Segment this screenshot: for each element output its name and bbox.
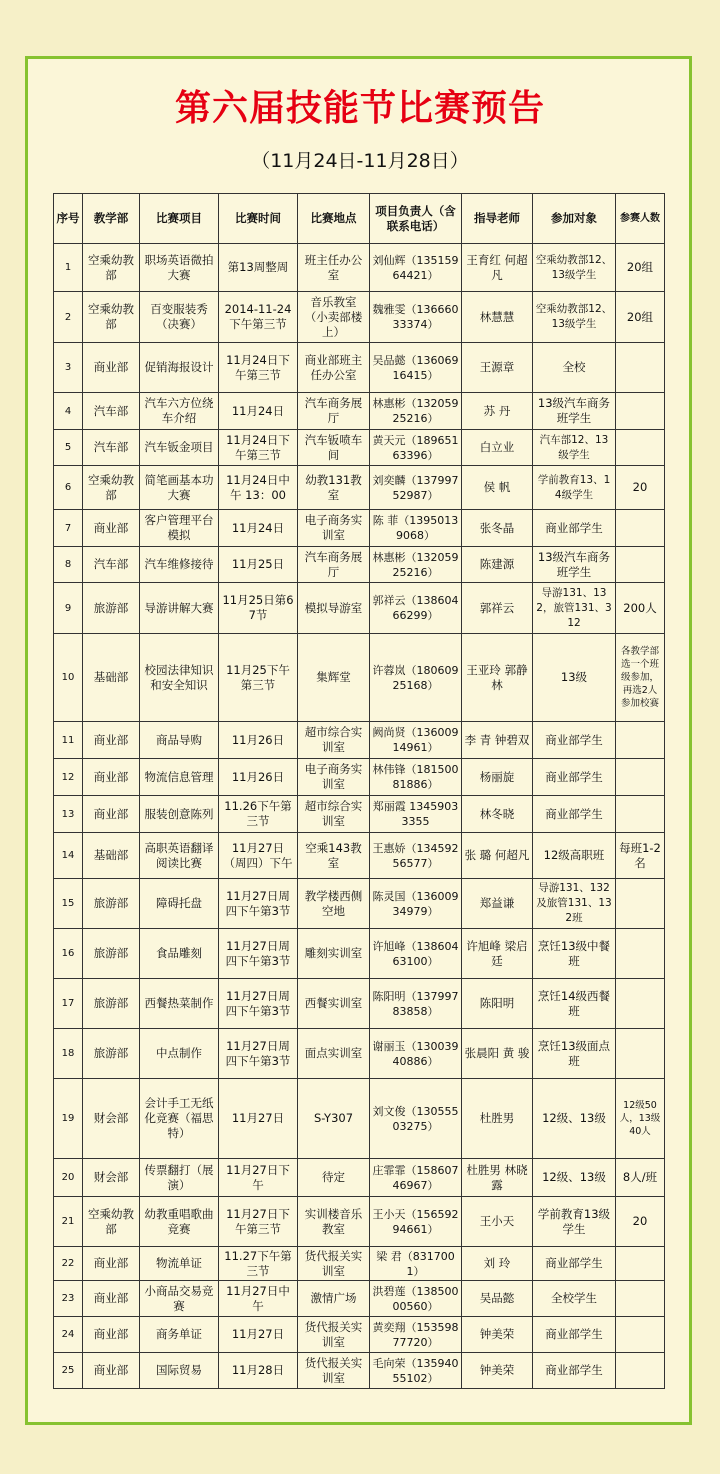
table-cell: 商业部 [83, 510, 140, 547]
table-row [54, 343, 665, 393]
table-cell: 15 [54, 879, 83, 929]
table-row [54, 833, 665, 879]
table-cell: 中点制作 [140, 1029, 219, 1079]
table-row [54, 430, 665, 466]
table-cell: 集辉堂 [298, 634, 370, 722]
table-cell: 郑益谦 [462, 879, 533, 929]
table-cell: 货代报关实训室 [298, 1353, 370, 1389]
table-row [54, 510, 665, 547]
table-cell: 西餐热菜制作 [140, 979, 219, 1029]
table-cell: 200人 [616, 583, 665, 634]
table-cell: 11月26日 [219, 759, 298, 796]
table-cell: 17 [54, 979, 83, 1029]
table-cell: 11.26下午第三节 [219, 796, 298, 833]
table-cell: 商业部 [83, 722, 140, 759]
table-cell: 张冬晶 [462, 510, 533, 547]
table-cell: 苏 丹 [462, 393, 533, 430]
table-cell: 王育红 何超凡 [462, 244, 533, 292]
table-cell: 12级高职班 [533, 833, 616, 879]
table-cell: 11月28日 [219, 1353, 298, 1389]
table-row [54, 722, 665, 759]
table-row [54, 1197, 665, 1247]
table-cell: 激情广场 [298, 1281, 370, 1317]
table-row [54, 292, 665, 343]
table-cell: 林慧慧 [462, 292, 533, 343]
table-cell: 促销海报设计 [140, 343, 219, 393]
column-header: 比赛项目 [140, 194, 219, 244]
table-cell: 11月25日 [219, 547, 298, 583]
table-cell: 20 [616, 1197, 665, 1247]
table-cell: 19 [54, 1079, 83, 1159]
table-cell: 22 [54, 1247, 83, 1281]
table-cell: 11月25日第6 7节 [219, 583, 298, 634]
table-cell: 郑丽霞 13459033355 [370, 796, 462, 833]
table-cell: 庄霏霏（15860746967） [370, 1159, 462, 1197]
table-cell: 商业部学生 [533, 510, 616, 547]
table-cell: 服装创意陈列 [140, 796, 219, 833]
table-cell: 2 [54, 292, 83, 343]
table-cell: 郭祥云 [462, 583, 533, 634]
table-cell: 幼教131教室 [298, 466, 370, 510]
table-cell: 音乐教室（小卖部楼上） [298, 292, 370, 343]
table-cell: 商业部 [83, 1317, 140, 1353]
table-cell: 2014-11-24 下午第三节 [219, 292, 298, 343]
table-cell [616, 510, 665, 547]
table-cell: 20 [616, 466, 665, 510]
table-row [54, 1281, 665, 1317]
table-cell [616, 1029, 665, 1079]
table-cell [616, 393, 665, 430]
table-cell [616, 929, 665, 979]
column-header: 指导老师 [462, 194, 533, 244]
table-cell: 汽车商务展厅 [298, 393, 370, 430]
table-cell: 汽车部 [83, 393, 140, 430]
column-header: 比赛时间 [219, 194, 298, 244]
table-cell: 白立业 [462, 430, 533, 466]
table-cell: 旅游部 [83, 879, 140, 929]
table-row [54, 979, 665, 1029]
schedule-table [53, 193, 665, 1389]
table-cell: 学前教育13、14级学生 [533, 466, 616, 510]
table-cell: 阙尚贤（13600914961） [370, 722, 462, 759]
table-cell: 雕刻实训室 [298, 929, 370, 979]
table-cell: 旅游部 [83, 979, 140, 1029]
table-cell [616, 1353, 665, 1389]
table-cell: 教学楼西侧空地 [298, 879, 370, 929]
table-cell: 11 [54, 722, 83, 759]
table-cell: 5 [54, 430, 83, 466]
table-row [54, 1317, 665, 1353]
table-cell: 汽车部 [83, 430, 140, 466]
table-cell: 货代报关实训室 [298, 1247, 370, 1281]
table-cell: 林惠彬（13205925216） [370, 547, 462, 583]
table-cell: 各教学部选一个班级参加，再选2人参加校赛 [616, 634, 665, 722]
table-cell: 梁 君（8317001） [370, 1247, 462, 1281]
table-cell: 25 [54, 1353, 83, 1389]
table-cell: 商业部 [83, 1353, 140, 1389]
table-cell: 商业部 [83, 796, 140, 833]
table-row [54, 244, 665, 292]
table-cell: 20 [54, 1159, 83, 1197]
table-cell: 11月24日下午第三节 [219, 343, 298, 393]
table-cell: 黄天元（18965163396） [370, 430, 462, 466]
table-cell: 11月27日下午 [219, 1159, 298, 1197]
table-cell: 障碍托盘 [140, 879, 219, 929]
table-cell: 模拟导游室 [298, 583, 370, 634]
table-cell: S-Y307 [298, 1079, 370, 1159]
table-cell: 商品导购 [140, 722, 219, 759]
table-cell: 货代报关实训室 [298, 1317, 370, 1353]
table-cell: 旅游部 [83, 1029, 140, 1079]
table-cell: 11月26日 [219, 722, 298, 759]
table-cell: 商业部 [83, 343, 140, 393]
table-cell: 11月24日下午第三节 [219, 430, 298, 466]
table-cell: 商业部 [83, 759, 140, 796]
table-cell: 百变服装秀（决赛） [140, 292, 219, 343]
table-cell [616, 722, 665, 759]
table-cell: 传票翻打（展演） [140, 1159, 219, 1197]
table-cell: 张晨阳 黄 骏 [462, 1029, 533, 1079]
table-cell: 王亚玲 郭静林 [462, 634, 533, 722]
table-cell: 超市综合实训室 [298, 722, 370, 759]
table-cell: 幼教重唱歌曲竞赛 [140, 1197, 219, 1247]
table-cell: 电子商务实训室 [298, 510, 370, 547]
table-row [54, 393, 665, 430]
table-cell: 李 青 钟碧双 [462, 722, 533, 759]
table-cell: 钟美荣 [462, 1353, 533, 1389]
table-cell: 小商品交易竞赛 [140, 1281, 219, 1317]
table-cell: 商业部 [83, 1281, 140, 1317]
table-cell: 电子商务实训室 [298, 759, 370, 796]
table-cell: 9 [54, 583, 83, 634]
table-cell: 简笔画基本功大赛 [140, 466, 219, 510]
table-cell [616, 1247, 665, 1281]
table-cell: 全校 [533, 343, 616, 393]
table-cell: 空乘幼教部12、13级学生 [533, 292, 616, 343]
table-cell: 11月27日下午第三节 [219, 1197, 298, 1247]
table-cell: 11月27日 [219, 1317, 298, 1353]
table-cell: 陈阳明 [462, 979, 533, 1029]
table-cell: 会计手工无纸化竞赛（福思特） [140, 1079, 219, 1159]
column-header: 参加对象 [533, 194, 616, 244]
table-cell: 财会部 [83, 1159, 140, 1197]
table-cell: 11月27日周四下午第3节 [219, 879, 298, 929]
table-cell: 汽车六方位绕车介绍 [140, 393, 219, 430]
table-cell: 商业部班主任办公室 [298, 343, 370, 393]
column-header: 项目负责人（含联系电话） [370, 194, 462, 244]
table-cell [616, 796, 665, 833]
table-cell: 12级、13级 [533, 1079, 616, 1159]
table-cell: 郭祥云（13860466299） [370, 583, 462, 634]
table-cell: 1 [54, 244, 83, 292]
table-cell: 24 [54, 1317, 83, 1353]
table-cell: 张 璐 何超凡 [462, 833, 533, 879]
table-cell: 空乘143教室 [298, 833, 370, 879]
table-cell: 林惠彬（13205925216） [370, 393, 462, 430]
table-cell: 校园法律知识和安全知识 [140, 634, 219, 722]
table-cell: 高职英语翻译阅读比赛 [140, 833, 219, 879]
table-cell [616, 759, 665, 796]
table-cell: 旅游部 [83, 929, 140, 979]
table-cell: 基础部 [83, 634, 140, 722]
table-cell: 西餐实训室 [298, 979, 370, 1029]
table-cell: 侯 帆 [462, 466, 533, 510]
table-cell: 空乘幼教部 [83, 1197, 140, 1247]
table-cell: 导游讲解大赛 [140, 583, 219, 634]
table-cell: 黄奕翔（15359877720） [370, 1317, 462, 1353]
table-cell: 6 [54, 466, 83, 510]
table-cell: 陈建源 [462, 547, 533, 583]
table-cell: 11月24日 [219, 510, 298, 547]
table-cell: 王惠娇（13459256577） [370, 833, 462, 879]
table-row [54, 759, 665, 796]
table-cell: 第13周整周 [219, 244, 298, 292]
table-cell: 旅游部 [83, 583, 140, 634]
table-cell: 12级、13级 [533, 1159, 616, 1197]
table-cell: 14 [54, 833, 83, 879]
table-cell: 18 [54, 1029, 83, 1079]
table-cell [616, 547, 665, 583]
table-cell: 食品雕刻 [140, 929, 219, 979]
table-row [54, 796, 665, 833]
table-cell: 8人/班 [616, 1159, 665, 1197]
table-cell: 空乘幼教部12、13级学生 [533, 244, 616, 292]
table-cell: 林伟锋（18150081886） [370, 759, 462, 796]
table-cell: 钟美荣 [462, 1317, 533, 1353]
table-row [54, 583, 665, 634]
table-cell: 许蓉岚（18060925168） [370, 634, 462, 722]
table-cell: 11月27日 [219, 1079, 298, 1159]
table-cell: 20组 [616, 292, 665, 343]
table-cell [616, 1281, 665, 1317]
table-cell: 吴品懿 [462, 1281, 533, 1317]
page-title: 第六届技能节比赛预告 [174, 87, 545, 129]
table-cell: 商业部学生 [533, 722, 616, 759]
table-row [54, 547, 665, 583]
table-cell: 王小天（15659294661） [370, 1197, 462, 1247]
table-row [54, 1159, 665, 1197]
table-row [54, 879, 665, 929]
table-cell: 每班1-2名 [616, 833, 665, 879]
table-cell: 魏雅雯（13666033374） [370, 292, 462, 343]
table-cell: 林冬晓 [462, 796, 533, 833]
table-cell: 空乘幼教部 [83, 466, 140, 510]
table-cell: 7 [54, 510, 83, 547]
table-cell: 12级50人，13级40人 [616, 1079, 665, 1159]
table-cell: 12 [54, 759, 83, 796]
table-cell: 16 [54, 929, 83, 979]
table-cell: 汽车钣喷车间 [298, 430, 370, 466]
table-cell [616, 1317, 665, 1353]
table-cell: 21 [54, 1197, 83, 1247]
table-cell: 刘文俊（13055503275） [370, 1079, 462, 1159]
table-cell: 超市综合实训室 [298, 796, 370, 833]
table-cell: 吴品懿（13606916415） [370, 343, 462, 393]
table-cell: 杨丽旋 [462, 759, 533, 796]
table-cell: 8 [54, 547, 83, 583]
table-cell: 财会部 [83, 1079, 140, 1159]
table-cell: 商业部 [83, 1247, 140, 1281]
table-cell: 商务单证 [140, 1317, 219, 1353]
column-header: 序号 [54, 194, 83, 244]
table-cell: 国际贸易 [140, 1353, 219, 1389]
table-row [54, 1353, 665, 1389]
table-cell [616, 879, 665, 929]
table-cell: 23 [54, 1281, 83, 1317]
table-cell [616, 430, 665, 466]
table-cell [616, 979, 665, 1029]
table-cell: 11月27日周四下午第3节 [219, 1029, 298, 1079]
table-cell: 杜胜男 [462, 1079, 533, 1159]
table-cell: 客户管理平台模拟 [140, 510, 219, 547]
table-cell: 汽车维修接待 [140, 547, 219, 583]
table-cell: 王小天 [462, 1197, 533, 1247]
table-cell: 面点实训室 [298, 1029, 370, 1079]
column-header: 参赛人数 [616, 194, 665, 244]
table-cell: 许旭峰（13860463100） [370, 929, 462, 979]
table-cell: 杜胜男 林晓露 [462, 1159, 533, 1197]
table-cell: 商业部学生 [533, 1247, 616, 1281]
table-cell: 学前教育13级学生 [533, 1197, 616, 1247]
table-cell: 汽车钣金项目 [140, 430, 219, 466]
table-cell: 烹饪13级面点班 [533, 1029, 616, 1079]
table-row [54, 1079, 665, 1159]
table-cell: 王源章 [462, 343, 533, 393]
table-cell: 汽车部 [83, 547, 140, 583]
table-row [54, 1247, 665, 1281]
table-cell: 11月24日 [219, 393, 298, 430]
table-cell: 实训楼音乐教室 [298, 1197, 370, 1247]
table-cell: 全校学生 [533, 1281, 616, 1317]
table-cell: 10 [54, 634, 83, 722]
table-cell: 11月24日中午 13：00 [219, 466, 298, 510]
table-cell: 待定 [298, 1159, 370, 1197]
table-cell: 商业部学生 [533, 796, 616, 833]
table-cell: 13 [54, 796, 83, 833]
date-range: （11月24日-11月28日） [251, 150, 469, 172]
table-row [54, 1029, 665, 1079]
table-cell: 班主任办公室 [298, 244, 370, 292]
table-cell: 毛向荣（13594055102） [370, 1353, 462, 1389]
table-cell: 导游131、132，旅管131、312 [533, 583, 616, 634]
table-cell: 11.27下午第三节 [219, 1247, 298, 1281]
table-cell: 基础部 [83, 833, 140, 879]
table-cell: 商业部学生 [533, 759, 616, 796]
table-cell: 汽车商务展厅 [298, 547, 370, 583]
table-cell: 导游131、132及旅管131、132班 [533, 879, 616, 929]
table-cell: 陈阳明（13799783858） [370, 979, 462, 1029]
table-cell: 商业部学生 [533, 1317, 616, 1353]
table-cell: 刘奕麟（13799752987） [370, 466, 462, 510]
table-cell: 陈灵国（13600934979） [370, 879, 462, 929]
table-cell: 11月27日周四下午第3节 [219, 929, 298, 979]
table-row [54, 634, 665, 722]
table-cell [616, 343, 665, 393]
table-cell: 刘 玲 [462, 1247, 533, 1281]
table-cell: 20组 [616, 244, 665, 292]
table-cell: 13级汽车商务班学生 [533, 393, 616, 430]
table-row [54, 929, 665, 979]
table-cell: 4 [54, 393, 83, 430]
table-cell: 刘仙辉（13515964421） [370, 244, 462, 292]
table-header-row [54, 194, 665, 244]
table-cell: 洪碧莲（13850000560） [370, 1281, 462, 1317]
table-cell: 烹饪14级西餐班 [533, 979, 616, 1029]
table-cell: 11月25下午第三节 [219, 634, 298, 722]
table-cell: 13级 [533, 634, 616, 722]
table-cell: 11月27日周四下午第3节 [219, 979, 298, 1029]
table-cell: 汽车部12、13级学生 [533, 430, 616, 466]
table-cell: 谢丽玉（13003940886） [370, 1029, 462, 1079]
column-header: 比赛地点 [298, 194, 370, 244]
table-cell: 11月27日中午 [219, 1281, 298, 1317]
column-header: 教学部 [83, 194, 140, 244]
table-cell: 物流信息管理 [140, 759, 219, 796]
table-row [54, 466, 665, 510]
table-cell: 职场英语微拍大赛 [140, 244, 219, 292]
table-cell: 13级汽车商务班学生 [533, 547, 616, 583]
table-cell: 空乘幼教部 [83, 292, 140, 343]
table-cell: 商业部学生 [533, 1353, 616, 1389]
table-cell: 11月27日（周四）下午 [219, 833, 298, 879]
table-cell: 物流单证 [140, 1247, 219, 1281]
table-cell: 空乘幼教部 [83, 244, 140, 292]
table-cell: 许旭峰 梁启廷 [462, 929, 533, 979]
table-cell: 3 [54, 343, 83, 393]
table-cell: 烹饪13级中餐班 [533, 929, 616, 979]
table-cell: 陈 菲（13950139068） [370, 510, 462, 547]
